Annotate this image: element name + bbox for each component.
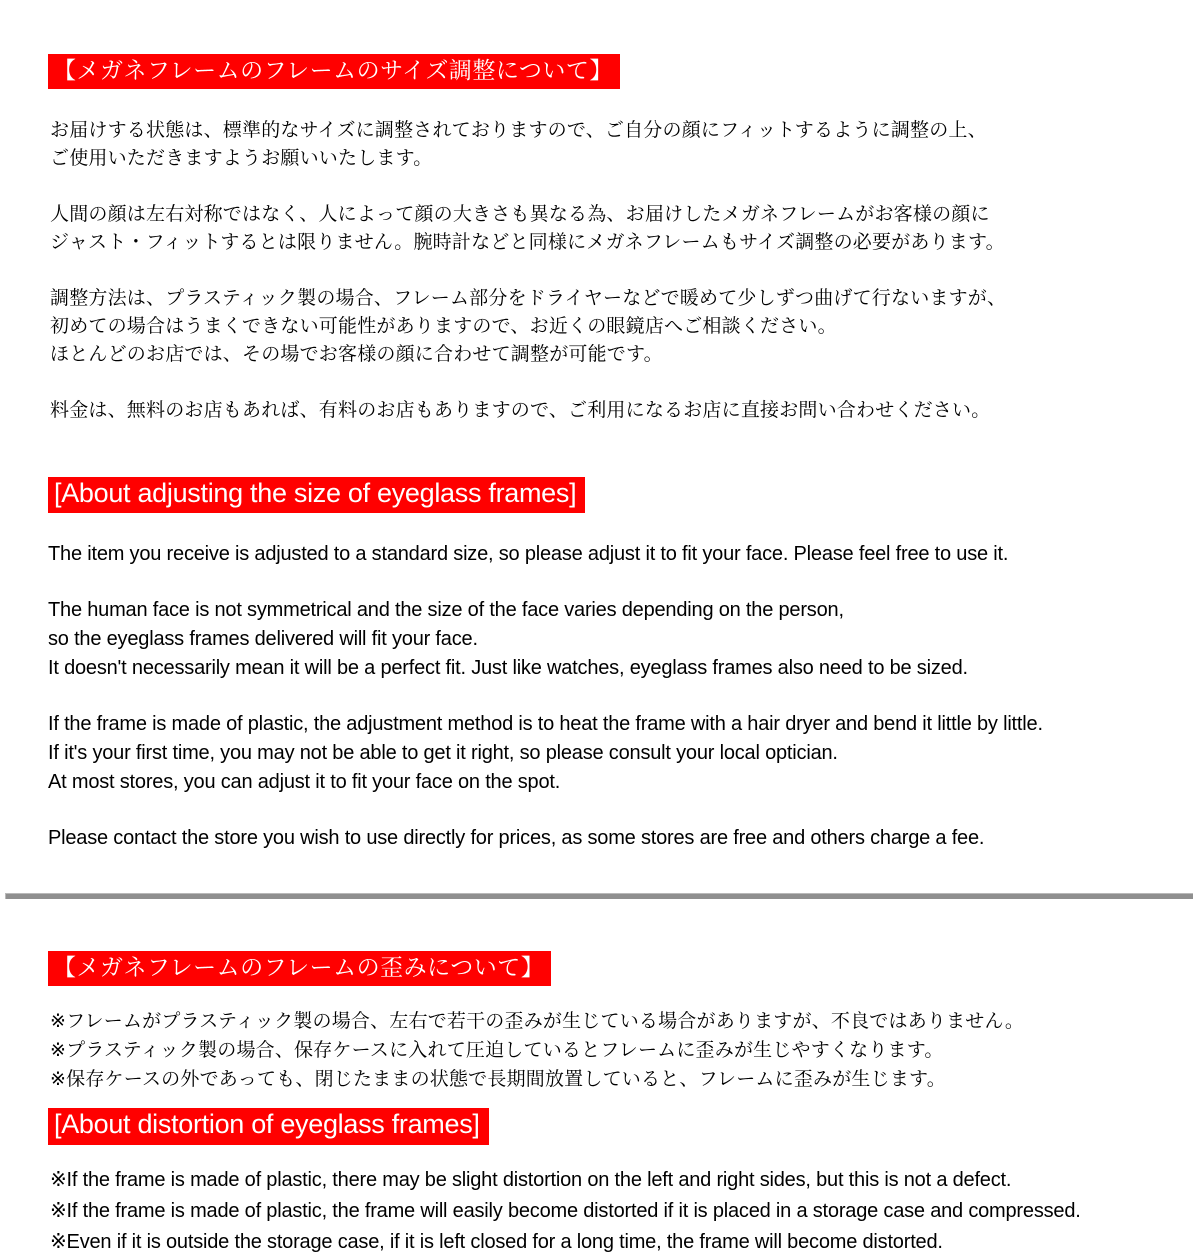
heading-jp-size-adjustment: 【メガネフレームのフレームのサイズ調整について】: [48, 54, 620, 89]
heading-row: [48, 951, 1160, 986]
section-distortion: [48, 951, 1160, 1257]
en-paragraph-face-asymmetry: The human face is not symmetrical and the size of the face varies depending on the person, so the eyeglass frames delivered will fit your face. It doesn't necessarily mean it will be a perfect fit. Just like watches, eyeglass frames also need to be sized.: [48, 599, 968, 680]
heading-row: [48, 477, 1160, 514]
jp-paragraph-delivery-state: お届けする状態は、標準的なサイズに調整されておりますので、ご自分の顔にフィットするように調整の上、 ご使用いただきますようお願いいたします。: [50, 119, 987, 169]
en-paragraph-adjustment-method: If the frame is made of plastic, the adjustment method is to heat the frame with a hair dryer and bend it little by little. If it's your first time, you may not be able to get it right, so please consult your local optician. At most stores, you can adjust it to fit your face on the spot.: [48, 713, 1043, 794]
heading-row: [48, 54, 1160, 89]
heading-jp-distortion: 【メガネフレームのフレームの歪みについて】: [48, 951, 551, 986]
heading-en-size-adjustment: [About adjusting the size of eyeglass frames]: [48, 477, 585, 514]
section-size-adjustment: [48, 54, 1160, 853]
en-distortion-notes: ※If the frame is made of plastic, there may be slight distortion on the left and right sides, but this is not a defect. ※If the frame is made of plastic, the frame will easily become distorted if it is placed in a storage case and compressed. ※Even if it is outside the storage case, if it is left closed for a long time, the frame will become distorted.: [50, 1168, 1081, 1253]
heading-en-distortion: [About distortion of eyeglass frames]: [48, 1108, 489, 1145]
en-paragraph-delivery-state: The item you receive is adjusted to a standard size, so please adjust it to fit your face. Please feel free to use it.: [48, 543, 1009, 566]
jp-paragraph-face-asymmetry: 人間の顔は左右対称ではなく、人によって顔の大きさも異なる為、お届けしたメガネフレームがお客様の顔に ジャスト・フィットするとは限りません。腕時計などと同様にメガネフレームもサイズ調整の必要があります。: [50, 203, 1005, 253]
en-paragraph-fees: Please contact the store you wish to use directly for prices, as some stores are free and others charge a fee.: [48, 827, 985, 850]
jp-paragraph-fees: 料金は、無料のお店もあれば、有料のお店もありますので、ご利用になるお店に直接お問い合わせください。: [50, 399, 991, 421]
heading-row: [48, 1108, 1160, 1145]
jp-distortion-notes: ※フレームがプラスティック製の場合、左右で若干の歪みが生じている場合がありますが、不良ではありません。 ※プラスティック製の場合、保存ケースに入れて圧迫しているとフレームに歪みが生じやすくなります。 ※保存ケースの外であっても、閉じたままの状態で長期間放置していると、フレームに歪みが生じます。: [50, 1011, 1025, 1091]
jp-paragraph-adjustment-method: 調整方法は、プラスティック製の場合、フレーム部分をドライヤーなどで暖めて少しずつ曲げて行ないますが、 初めての場合はうまくできない可能性がありますので、お近くの眼鏡店へご相談ください。 ほとんどのお店では、その場でお客様の顔に合わせて調整が可能です。: [50, 287, 1007, 365]
section-divider: [5, 893, 1193, 899]
